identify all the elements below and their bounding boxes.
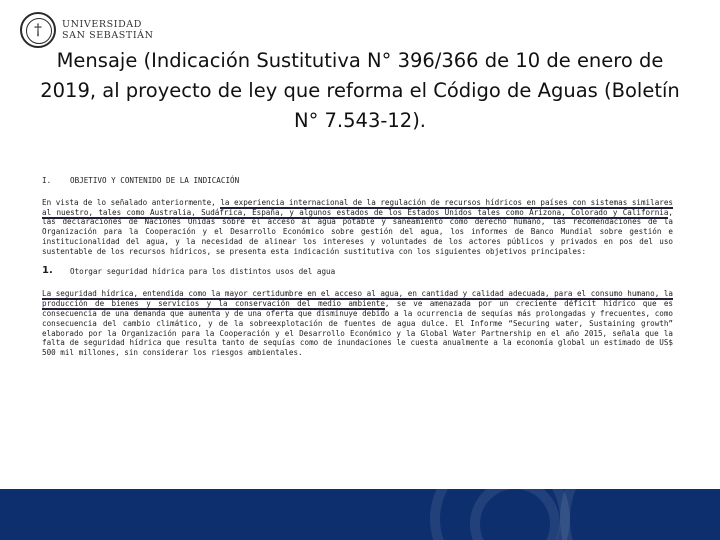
paragraph-1-rest: , las declaraciones de Naciones Unidas sobre el acceso al agua potable y saneamiento como derecho humano, las recomendaciones de la Organización para la Cooperación y el Desarrollo Económico sobre gestión del agua, los informes de Banco Mundial sobre gestión e institucionalidad del agua, y la necesidad de alinear los intereses y voluntades de los actores públicos y privados en pos del uso sustentable de los recursos hídricos, se presenta esta indicación sustitutiva con los siguientes objetivos principales: [42, 207, 673, 256]
document-excerpt [42, 176, 673, 367]
section-heading [42, 176, 673, 186]
university-seal-icon [20, 12, 56, 48]
paragraph-2-highlight: La seguridad hídrica, entendida como la mayor certidumbre en el acceso al agua, en cantidad y calidad adecuada, para el consumo humano, la producción de bienes y servicios y la conservación del medio ambiente [42, 289, 673, 309]
paragraph-1-lead: En vista de lo señalado anteriormente, [42, 197, 221, 207]
section-title: OBJETIVO Y CONTENIDO DE LA INDICACIÓN [70, 176, 240, 185]
university-logo [20, 10, 170, 50]
paragraph-2-rest: , se ve amenazada por un creciente déficit hídrico que es consecuencia de una demanda que aumenta y de una oferta que disminuye debido a la ocurrencia de sequías más prolongadas y frecuentes, como consecuencia del cambio climático, y de la sobreexplotación de fuentes de agua dulce. El Informe “Securing water, Sustaining growth” elaborado por la Organización para la Cooperación y el Desarrollo Económico y la Global Water Partnership en el año 2015, señala que la falta de seguridad hídrica que resulta tanto de sequías como de inundaciones le cuesta anualmente a la economía global un estimado de US$ 500 mil millones, sin considerar los riesgos ambientales. [42, 299, 673, 358]
footer-band [0, 489, 720, 540]
footer-pattern [470, 489, 560, 540]
objective-text: Otorgar seguridad hídrica para los distintos usos del agua [70, 266, 336, 276]
slide-title: Mensaje (Indicación Sustitutiva N° 396/366 de 10 de enero de 2019, al proyecto de ley que reforma el Código de Aguas (Boletín N° 7.543-12). [40, 49, 680, 132]
objective-item-1 [42, 266, 673, 277]
logo-line-1: UNIVERSIDAD [62, 19, 142, 30]
paragraph-1-highlight: la experiencia internacional de la regulación de recursos hídricos en países con sistemas similares al nuestro, tales como Australia, Sudáfrica, España, y algunos estados de los Estados Unidos tales como Arizona, Colorado y California [42, 197, 673, 217]
objective-number: 1. [42, 264, 53, 276]
logo-text [62, 19, 154, 41]
logo-line-2: SAN SEBASTIÁN [62, 30, 154, 41]
paragraph-1 [42, 198, 673, 257]
footer-pattern [560, 489, 720, 540]
section-number: I. [42, 176, 52, 185]
paragraph-2 [42, 289, 673, 358]
